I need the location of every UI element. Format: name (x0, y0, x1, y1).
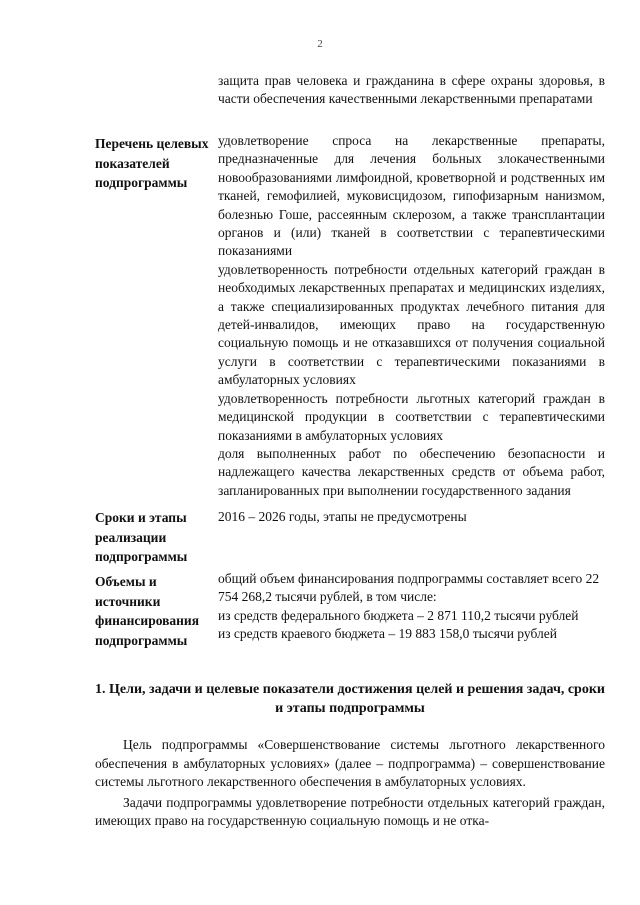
funding-value (218, 570, 605, 644)
indicator-item: удовлетворение спроса на лекарственные препараты, предназначенные для лечения больных злокачественными новообразованиями лимфоидной, кроветворной и родственных им тканей, гемофилией, муковисцидозом, гипофизарным нанизмом, болезнью Гоше, рассеянным склерозом, а также трансплантации органов и (или) тканей в соответствии с терапевтическими показаниями (218, 133, 605, 259)
section-heading: 1. Цели, задачи и целевые показатели достижения целей и решения задач, сроки и этапы подпрограммы (95, 682, 605, 716)
indicator-item: удовлетворенность потребности отдельных категорий граждан в необходимых лекарственных препаратах и медицинских изделиях, а также специализированных продуктах лечебного питания для детей-инвалидов, имеющих право на государственную социальную помощь и не отказавшихся от получения социальной услуги в соответствии с терапевтическими показаниями в амбулаторных условиях (218, 261, 605, 388)
timing-value: 2016 – 2026 годы, этапы не предусмотрены (218, 509, 467, 524)
goal-continuation-text: защита прав человека и гражданина в сфере охраны здоровья, в части обеспечения качественными лекарственными препаратами (218, 73, 605, 107)
section-body (95, 736, 605, 833)
indicators-label: Перечень целевых показателей подпрограммы (95, 136, 209, 190)
body-paragraph: Цель подпрограммы «Совершенствование системы льготного лекарственного обеспечения в амбулаторных условиях» (далее – подпрограмма) – совершенствование системы льготного лекарственного обеспечения в амбулаторных условиях. (95, 737, 605, 790)
funding-line: из средств федерального бюджета – 2 871 110,2 тысячи рублей (218, 607, 579, 623)
funding-label: Объемы и источники финансирования подпрограммы (95, 574, 200, 648)
body-paragraph: Задачи подпрограммы удовлетворение потребности отдельных категорий граждан, имеющих право на государственную социальную помощь и не отка- (95, 794, 605, 829)
indicators-list (218, 132, 605, 500)
indicator-item: удовлетворенность потребности льготных категорий граждан в медицинской продукции в соответствии с терапевтическими показаниями в амбулаторных условиях (218, 390, 605, 443)
timing-label: Сроки и этапы реализации подпрограммы (95, 510, 188, 564)
funding-line: общий объем финансирования подпрограммы составляет всего 22 754 268,2 тысячи рублей, в том числе: (218, 571, 600, 605)
page-number: 2 (317, 38, 323, 50)
indicator-item: доля выполненных работ по обеспечению безопасности и надлежащего качества лекарственных средств от объема работ, запланированных при выполнении государственного задания (218, 445, 605, 498)
funding-line: из средств краевого бюджета – 19 883 158,0 тысячи рублей (218, 626, 557, 642)
